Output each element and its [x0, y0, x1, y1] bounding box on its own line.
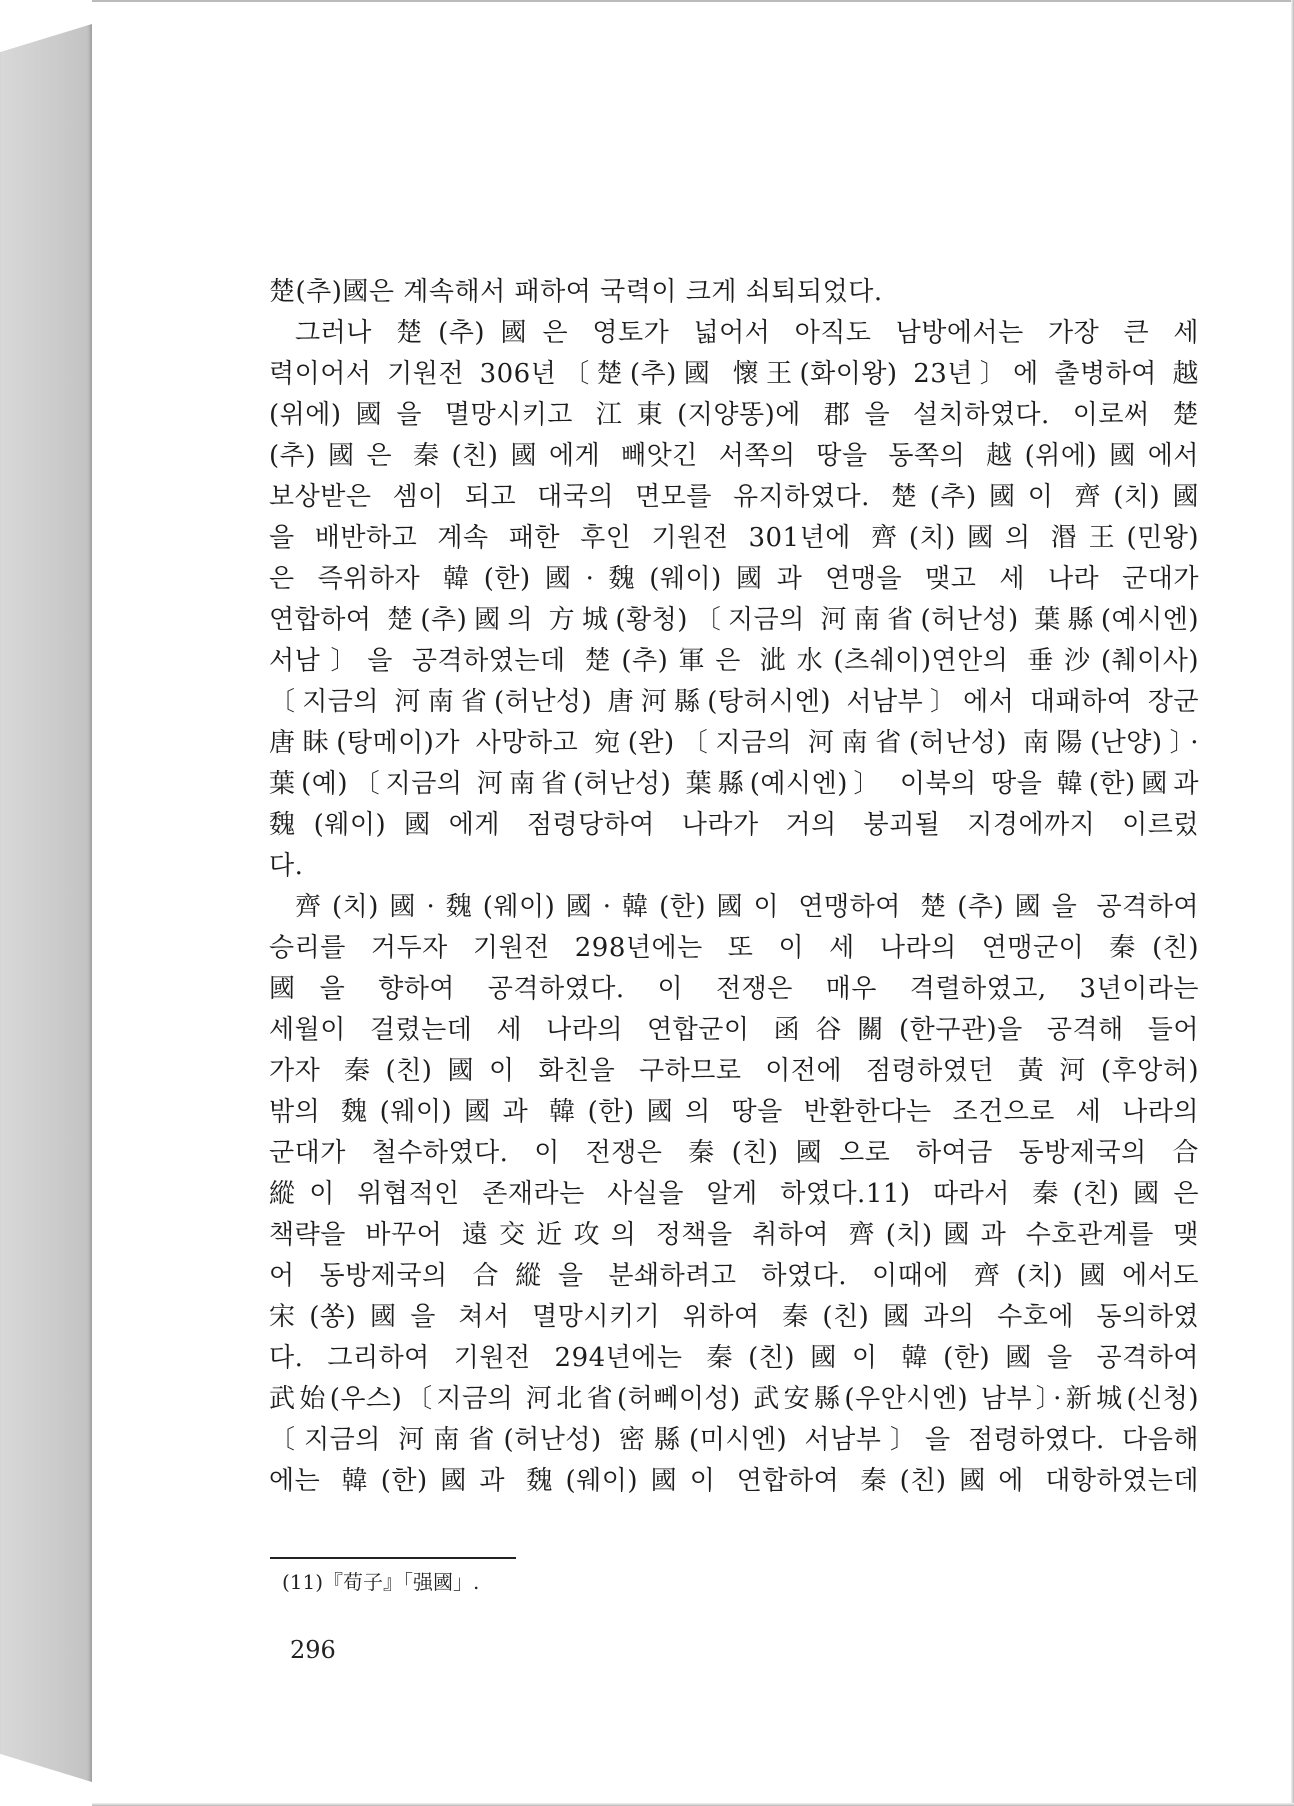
body-line: 宋(쏭)國을 쳐서 멸망시키기 위하여 秦(친)國과의 수호에 동의하였	[269, 1302, 1199, 1332]
body-line: 에는 韓(한)國과 魏(웨이)國이 연합하여 秦(친)國에 대항하였는데	[269, 1466, 1199, 1496]
body-line: 國을 향하여 공격하였다. 이 전쟁은 매우 격렬하였고, 3년이라는	[269, 974, 1199, 1004]
footnote: (11)『荀子』「强國」.	[282, 1570, 480, 1594]
body-line: 을 배반하고 계속 패한 후인 기원전 301년에 齊(치)國의 湣王(민왕)	[269, 523, 1199, 553]
body-line: 武始(우스)〔지금의 河北省(허뻬이성) 武安縣(우안시엔) 남부〕·新城(신청)	[269, 1384, 1199, 1414]
body-line: 군대가 철수하였다. 이 전쟁은 秦(친)國으로 하여금 동방제국의 合	[269, 1138, 1199, 1168]
body-line: 보상받은 셈이 되고 대국의 면모를 유지하였다. 楚(추)國이 齊(치)國	[269, 482, 1199, 512]
body-line: 魏(웨이)國에게 점령당하여 나라가 거의 붕괴될 지경에까지 이르렀	[269, 810, 1199, 840]
body-line: 다.	[269, 851, 304, 881]
body-line: (추)國은 秦(친)國에게 빼앗긴 서쪽의 땅을 동쪽의 越(위에)國에서	[269, 441, 1199, 471]
body-line: 〔지금의 河南省(허난성) 唐河縣(탕허시엔) 서남부〕에서 대패하여 장군	[269, 687, 1199, 717]
body-line: 〔지금의 河南省(허난성) 密縣(미시엔) 서남부〕을 점령하였다. 다음해	[269, 1425, 1199, 1455]
body-line: 楚(추)國은 계속해서 패하여 국력이 크게 쇠퇴되었다.	[269, 277, 883, 307]
body-text	[269, 272, 1199, 1502]
body-line: 唐眛(탕메이)가 사망하고 宛(완)〔지금의 河南省(허난성) 南陽(난양)〕·	[269, 728, 1199, 758]
book-spine	[0, 24, 92, 1782]
body-line: 연합하여 楚(추)國의 方城(황청)〔지금의 河南省(허난성) 葉縣(예시엔)	[269, 605, 1199, 635]
body-line: 책략을 바꾸어 遠交近攻의 정책을 취하여 齊(치)國과 수호관계를 맺	[269, 1220, 1199, 1250]
body-line: 승리를 거두자 기원전 298년에는 또 이 세 나라의 연맹군이 秦(친)	[269, 933, 1199, 963]
body-line: 그러나 楚(추)國은 영토가 넓어서 아직도 남방에서는 가장 큰 세	[295, 318, 1199, 348]
body-line: 세월이 걸렸는데 세 나라의 연합군이 函谷關(한구관)을 공격해 들어	[269, 1015, 1199, 1045]
body-line: 葉(예)〔지금의 河南省(허난성) 葉縣(예시엔)〕 이북의 땅을 韓(한)國과	[269, 769, 1199, 799]
body-line: (위에)國을 멸망시키고 江東(지양똥)에 郡을 설치하였다. 이로써 楚	[269, 400, 1199, 430]
book-page	[92, 2, 1291, 1803]
body-line: 齊(치)國·魏(웨이)國·韓(한)國이 연맹하여 楚(추)國을 공격하여	[295, 892, 1199, 922]
body-line: 은 즉위하자 韓(한)國·魏(웨이)國과 연맹을 맺고 세 나라 군대가	[269, 564, 1199, 594]
body-line: 밖의 魏(웨이)國과 韓(한)國의 땅을 반환한다는 조건으로 세 나라의	[269, 1097, 1199, 1127]
body-line: 가자 秦(친)國이 화친을 구하므로 이전에 점령하였던 黃河(후앙허)	[269, 1056, 1199, 1086]
body-line: 서남〕을 공격하였는데 楚(추)軍은 泚水(츠쉐이)연안의 垂沙(췌이사)	[269, 646, 1199, 676]
body-line: 縱이 위협적인 존재라는 사실을 알게 하였다.11) 따라서 秦(친)國은	[269, 1179, 1199, 1209]
body-line: 어 동방제국의 合縱을 분쇄하려고 하였다. 이때에 齊(치)國에서도	[269, 1261, 1199, 1291]
body-line: 다. 그리하여 기원전 294년에는 秦(친)國이 韓(한)國을 공격하여	[269, 1343, 1199, 1373]
page-number: 296	[290, 1636, 336, 1664]
footnote-rule	[270, 1557, 516, 1559]
body-line: 력이어서 기원전 306년〔楚(추)國 懷王(화이왕) 23년〕에 출병하여 越	[269, 359, 1199, 389]
